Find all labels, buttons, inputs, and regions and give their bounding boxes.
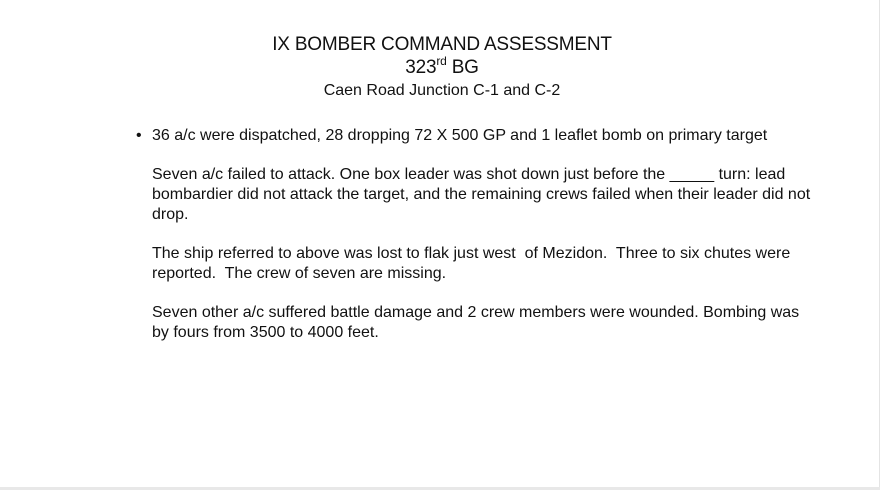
paragraph-failed-attack: Seven a/c failed to attack. One box leader was shot down just before the _____ turn: lead bombardier did not attack the target, and the remaining crews failed when their leader did not drop. <box>152 166 811 223</box>
slide-title: IX BOMBER COMMAND ASSESSMENT <box>272 34 612 55</box>
slide-subtitle: Caen Road Junction C-1 and C-2 <box>323 82 561 99</box>
group-unit: BG <box>446 57 479 78</box>
bullet-item <box>136 126 812 146</box>
paragraph-ship-lost: The ship referred to above was lost to flak just west of Mezidon. Three to six chutes were reported. The crew of seven are missing. <box>152 245 795 282</box>
bullet-dot-icon: • <box>136 127 142 144</box>
group-number-suffix: rd <box>436 53 447 68</box>
title-block <box>0 33 880 101</box>
paragraph-battle-damage: Seven other a/c suffered battle damage and 2 crew members were wounded. Bombing was by fours from 3500 to 4000 feet. <box>152 304 800 341</box>
bullet-text: 36 a/c were dispatched, 28 dropping 72 X 500 GP and 1 leaflet bomb on primary target <box>152 127 768 144</box>
group-number: 323 <box>405 57 437 78</box>
slide-body <box>136 126 812 343</box>
group-title <box>0 53 880 79</box>
